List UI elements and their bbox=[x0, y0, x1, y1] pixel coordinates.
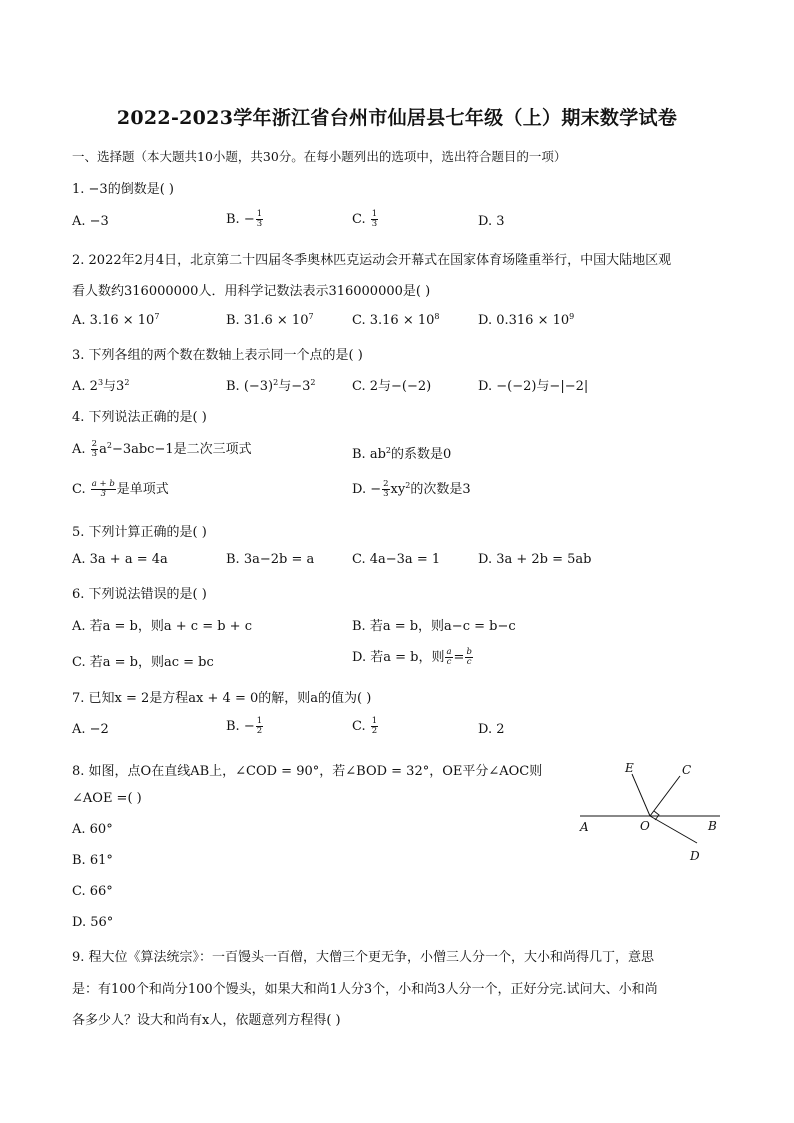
q2-option-a: A. $3.16 \times 10^7$ bbox=[72, 312, 160, 328]
section-heading: 一、选择题（本大题共10小题，共30分。在每小题列出的选项中，选出符合题目的一项） bbox=[72, 149, 567, 164]
question-7: 7. 已知x = 2是方程ax + 4 = 0的解，则a的值为( ) bbox=[72, 691, 372, 706]
q5-option-d: D. 3a + 2b = 5ab bbox=[478, 552, 592, 567]
q7-option-c: C. $\frac{1}{2}$ bbox=[352, 716, 378, 736]
label-e: E bbox=[625, 761, 634, 775]
question-2-line-1: 2. 2022年2月4日，北京第二十四届冬季奥林匹克运动会开幕式在国家体育场隆重举行，中国大陆地区观 bbox=[72, 253, 672, 268]
q6-option-a: A. 若a = b，则a + c = b + c bbox=[72, 619, 252, 634]
q4-option-b: B. $ab^2$的系数是0 bbox=[352, 446, 452, 462]
q1-option-c: C. $\frac{1}{3}$ bbox=[352, 209, 378, 229]
question-8-line-1: 8. 如图，点O在直线AB上，∠COD = 90°，若∠BOD = 32°，OE平分∠AOC则 bbox=[72, 764, 543, 779]
q7-option-a: A. −2 bbox=[72, 722, 109, 737]
q8-option-a: A. 60° bbox=[72, 822, 113, 837]
q8-option-c: C. 66° bbox=[72, 884, 113, 899]
q1-option-d: D. 3 bbox=[478, 214, 505, 229]
q1-option-b: B. − $\frac{1}{3}$ bbox=[226, 209, 263, 229]
question-9-line-2: 是：有100个和尚分100个馒头，如果大和尚1人分3个，小和尚3人分一个，正好分完.试问大、小和尚 bbox=[72, 982, 658, 997]
question-9-line-3: 各多少人？设大和尚有x人，依题意列方程得( ) bbox=[72, 1013, 341, 1028]
q5-option-a: A. 3a + a = 4a bbox=[72, 552, 168, 567]
ray-oc bbox=[650, 776, 680, 816]
question-9-line-1: 9. 程大位《算法统宗》：一百馒头一百僧，大僧三个更无争，小僧三人分一个，大小和尚得几丁，意思 bbox=[72, 950, 655, 965]
question-2-line-2: 看人数约316000000人．用科学记数法表示316000000是( ) bbox=[72, 284, 431, 299]
question-5: 5. 下列计算正确的是( ) bbox=[72, 525, 207, 540]
page-title: 2022-2023学年浙江省台州市仙居县七年级（上）期末数学试卷 bbox=[116, 107, 678, 129]
q1-option-a: A. −3 bbox=[72, 214, 109, 229]
label-b: B bbox=[708, 819, 717, 833]
q6-option-d: D. 若a = b，则 $\frac{a}{c}$ = $\frac{b}{c}$ bbox=[352, 647, 472, 667]
q3-option-a: A. $2^3$与$3^2$ bbox=[72, 378, 130, 394]
q2-option-d: D. $0.316 \times 10^9$ bbox=[478, 312, 575, 328]
question-3: 3. 下列各组的两个数在数轴上表示同一个点的是( ) bbox=[72, 348, 363, 363]
label-a: A bbox=[580, 820, 589, 834]
question-6: 6. 下列说法错误的是( ) bbox=[72, 587, 207, 602]
ray-oe bbox=[632, 774, 650, 816]
q4-option-d: D. − $\frac{2}{3}$ $xy^2$的次数是3 bbox=[352, 479, 471, 499]
question-4: 4. 下列说法正确的是( ) bbox=[72, 410, 207, 425]
angle-diagram bbox=[575, 758, 725, 868]
q4-option-a: A. $\frac{2}{3}$ $a^2-3abc-1$是二次三项式 bbox=[72, 439, 252, 459]
q6-option-b: B. 若a = b，则a−c = b−c bbox=[352, 619, 516, 634]
q4-option-c: C. $\frac{a + b}{3}$ 是单项式 bbox=[72, 479, 169, 499]
question-1: 1. −3的倒数是( ) bbox=[72, 182, 174, 197]
question-8-line-2: ∠AOE =( ) bbox=[72, 791, 142, 806]
label-o: O bbox=[640, 819, 650, 833]
label-d: D bbox=[690, 849, 700, 863]
label-c: C bbox=[682, 763, 692, 777]
q3-option-c: C. 2与−(−2) bbox=[352, 379, 432, 394]
q7-option-b: B. − $\frac{1}{2}$ bbox=[226, 716, 263, 736]
q2-option-c: C. $3.16 \times 10^8$ bbox=[352, 312, 440, 328]
q3-option-b: B. $(-3)^2$与$-3^2$ bbox=[226, 378, 316, 394]
q5-option-c: C. 4a−3a = 1 bbox=[352, 552, 441, 567]
q5-option-b: B. 3a−2b = a bbox=[226, 552, 315, 567]
q7-option-d: D. 2 bbox=[478, 722, 505, 737]
q8-option-d: D. 56° bbox=[72, 915, 114, 930]
ray-od bbox=[650, 816, 697, 843]
q3-option-d: D. −(−2)与−|−2| bbox=[478, 379, 589, 394]
q2-option-b: B. $31.6 \times 10^7$ bbox=[226, 312, 314, 328]
q8-option-b: B. 61° bbox=[72, 853, 113, 868]
q6-option-c: C. 若a = b，则ac = bc bbox=[72, 655, 214, 670]
